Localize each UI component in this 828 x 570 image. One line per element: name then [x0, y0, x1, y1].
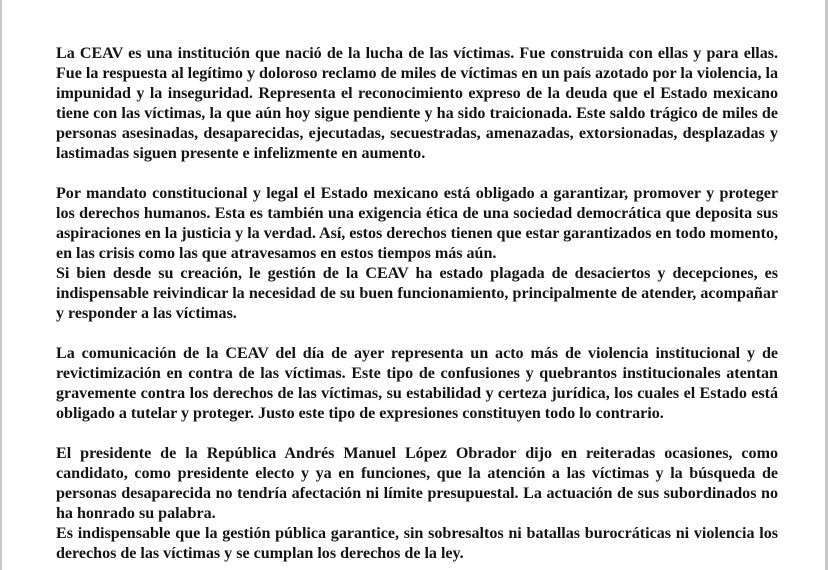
paragraph-text [56, 0, 778, 2]
paragraph-text: El presidente de la República Andrés Manuel López Obrador dijo en reiteradas ocasiones, como candidato, como presidente electo y ya en funciones, que la atención a las víctimas y la búsqueda de personas desaparecida no tendría afectación ni límite presupuestal. La actuación de sus subordinados no ha honrado su palabra. [56, 445, 778, 523]
paragraph-text: La comunicación de la CEAV del día de ayer representa un acto más de violencia institucional y de revictimización en contra de las víctimas. Este tipo de confusiones y quebrantos institucionales atentan gravemente contra los derechos de las víctimas, su estabilidad y certeza jurídica, los cuales el Estado está obligado a tutelar y proteger. Justo este tipo de expresiones constituyen todo lo contrario. [56, 345, 778, 423]
paragraph-5 [56, 444, 778, 524]
paragraph-3 [56, 264, 778, 324]
paragraph-clipped-top [56, 0, 778, 8]
paragraph-6 [56, 524, 778, 564]
paragraph-text: La CEAV es una institución que nació de la lucha de las víctimas. Fue construida con ellas y para ellas. Fue la respuesta al legítimo y doloroso reclamo de miles de víctimas en un país azotado por la violencia, la impunidad y la inseguridad. Representa el reconocimiento expreso de la deuda que el Estado mexicano tiene con las víctimas, la que aún hoy sigue pendiente y ha sido traicionada. Este saldo trágico de miles de personas asesinadas, desaparecidas, ejecutadas, secuestradas, amenazadas, extorsionadas, desplazadas y lastimadas siguen presente e infelizmente en aumento. [56, 45, 778, 163]
paragraph-text: Por mandato constitucional y legal el Estado mexicano está obligado a garantizar, promover y proteger los derechos humanos. Esta es también una exigencia ética de una sociedad democrática que deposita sus aspiraciones en la justicia y la verdad. Así, estos derechos tienen que estar garantizados en todo momento, en las crisis como las que atravesamos en estos tiempos más aún. [56, 185, 778, 263]
paragraph-text: Si bien desde su creación, le gestión de la CEAV ha estado plagada de desaciertos y decepciones, es indispensable reivindicar la necesidad de su buen funcionamiento, principalmente de atender, acompañar y responder a las víctimas. [56, 265, 778, 323]
paragraph-text: Es indispensable que la gestión pública garantice, sin sobresaltos ni batallas burocráticas ni violencia los derechos de las víctimas y se cumplan los derechos de la ley. [56, 525, 778, 563]
paragraph-2 [56, 184, 778, 264]
paragraph-4 [56, 344, 778, 424]
paragraph-1 [56, 44, 778, 165]
